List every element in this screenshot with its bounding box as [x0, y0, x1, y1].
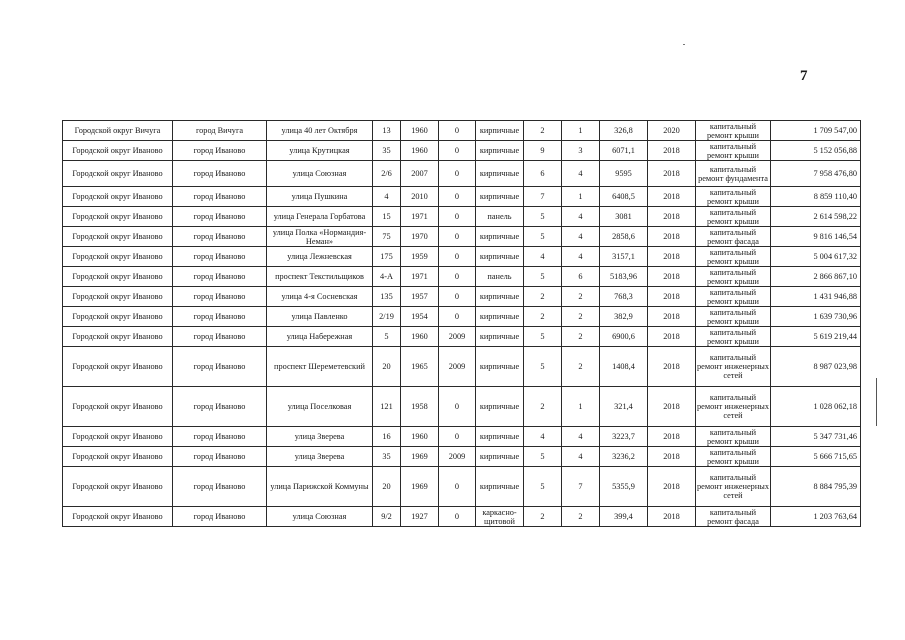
street-cell: улица 40 лет Октября: [267, 121, 373, 141]
wall-material-cell: кирпичные: [476, 447, 524, 467]
house-number-cell: 121: [373, 387, 401, 427]
floors-cell: 5: [524, 447, 562, 467]
house-number-cell: 16: [373, 427, 401, 447]
city-cell: город Иваново: [173, 327, 267, 347]
city-cell: город Иваново: [173, 347, 267, 387]
year-built-cell: 1969: [401, 447, 439, 467]
year-renovated-cell: 0: [439, 207, 476, 227]
area-cell: 1408,4: [600, 347, 648, 387]
district-cell: Городской округ Иваново: [63, 247, 173, 267]
house-number-cell: 13: [373, 121, 401, 141]
work-type-cell: капитальный ремонт фасада: [696, 507, 771, 527]
city-cell: город Иваново: [173, 307, 267, 327]
entrances-cell: 4: [562, 227, 600, 247]
area-cell: 9595: [600, 161, 648, 187]
plan-year-cell: 2018: [648, 227, 696, 247]
year-built-cell: 1971: [401, 207, 439, 227]
entrances-cell: 6: [562, 267, 600, 287]
floors-cell: 4: [524, 427, 562, 447]
wall-material-cell: кирпичные: [476, 187, 524, 207]
city-cell: город Иваново: [173, 287, 267, 307]
table-row: [63, 187, 861, 207]
year-built-cell: 1960: [401, 121, 439, 141]
year-built-cell: 1957: [401, 287, 439, 307]
plan-year-cell: 2018: [648, 387, 696, 427]
street-cell: улица Пушкина: [267, 187, 373, 207]
street-cell: улица Полка «Нормандия-Неман»: [267, 227, 373, 247]
entrances-cell: 2: [562, 287, 600, 307]
floors-cell: 2: [524, 387, 562, 427]
floors-cell: 5: [524, 207, 562, 227]
city-cell: город Иваново: [173, 187, 267, 207]
city-cell: город Иваново: [173, 427, 267, 447]
city-cell: город Вичуга: [173, 121, 267, 141]
area-cell: 6900,6: [600, 327, 648, 347]
cost-cell: 8 987 023,98: [771, 347, 861, 387]
plan-year-cell: 2018: [648, 347, 696, 387]
floors-cell: 9: [524, 141, 562, 161]
plan-year-cell: 2018: [648, 467, 696, 507]
entrances-cell: 4: [562, 207, 600, 227]
year-built-cell: 2007: [401, 161, 439, 187]
year-built-cell: 1970: [401, 227, 439, 247]
year-renovated-cell: 0: [439, 387, 476, 427]
entrances-cell: 2: [562, 327, 600, 347]
year-built-cell: 1959: [401, 247, 439, 267]
scan-artifact-line: [876, 378, 877, 426]
plan-year-cell: 2018: [648, 267, 696, 287]
entrances-cell: 2: [562, 507, 600, 527]
cost-cell: 1 639 730,96: [771, 307, 861, 327]
district-cell: Городской округ Иваново: [63, 507, 173, 527]
area-cell: 399,4: [600, 507, 648, 527]
year-renovated-cell: 0: [439, 427, 476, 447]
table-row: [63, 207, 861, 227]
plan-year-cell: 2018: [648, 207, 696, 227]
cost-cell: 9 816 146,54: [771, 227, 861, 247]
work-type-cell: капитальный ремонт крыши: [696, 427, 771, 447]
plan-year-cell: 2020: [648, 121, 696, 141]
city-cell: город Иваново: [173, 267, 267, 287]
table-row: [63, 427, 861, 447]
street-cell: улица 4-я Сосневская: [267, 287, 373, 307]
entrances-cell: 2: [562, 347, 600, 387]
year-built-cell: 1971: [401, 267, 439, 287]
street-cell: проспект Текстильщиков: [267, 267, 373, 287]
street-cell: улица Лежневская: [267, 247, 373, 267]
street-cell: улица Набережная: [267, 327, 373, 347]
area-cell: 5355,9: [600, 467, 648, 507]
table-row: [63, 141, 861, 161]
house-number-cell: 135: [373, 287, 401, 307]
year-built-cell: 1960: [401, 427, 439, 447]
work-type-cell: капитальный ремонт крыши: [696, 207, 771, 227]
wall-material-cell: кирпичные: [476, 327, 524, 347]
area-cell: 768,3: [600, 287, 648, 307]
year-renovated-cell: 0: [439, 267, 476, 287]
entrances-cell: 4: [562, 447, 600, 467]
year-renovated-cell: 0: [439, 121, 476, 141]
wall-material-cell: панель: [476, 267, 524, 287]
area-cell: 3236,2: [600, 447, 648, 467]
street-cell: улица Союзная: [267, 507, 373, 527]
cost-cell: 5 347 731,46: [771, 427, 861, 447]
plan-year-cell: 2018: [648, 507, 696, 527]
plan-year-cell: 2018: [648, 287, 696, 307]
district-cell: Городской округ Иваново: [63, 347, 173, 387]
work-type-cell: капитальный ремонт крыши: [696, 121, 771, 141]
year-built-cell: 1927: [401, 507, 439, 527]
district-cell: Городской округ Иваново: [63, 327, 173, 347]
cost-cell: 8 884 795,39: [771, 467, 861, 507]
work-type-cell: капитальный ремонт инженерных сетей: [696, 387, 771, 427]
house-number-cell: 35: [373, 141, 401, 161]
plan-year-cell: 2018: [648, 427, 696, 447]
table-row: [63, 327, 861, 347]
year-built-cell: 2010: [401, 187, 439, 207]
area-cell: 326,8: [600, 121, 648, 141]
district-cell: Городской округ Иваново: [63, 387, 173, 427]
area-cell: 3223,7: [600, 427, 648, 447]
work-type-cell: капитальный ремонт крыши: [696, 447, 771, 467]
page-number: 7: [800, 68, 808, 84]
district-cell: Городской округ Иваново: [63, 227, 173, 247]
wall-material-cell: кирпичные: [476, 467, 524, 507]
year-built-cell: 1958: [401, 387, 439, 427]
city-cell: город Иваново: [173, 207, 267, 227]
floors-cell: 2: [524, 121, 562, 141]
floors-cell: 4: [524, 247, 562, 267]
work-type-cell: капитальный ремонт крыши: [696, 141, 771, 161]
table-body: [63, 121, 861, 527]
entrances-cell: 1: [562, 187, 600, 207]
district-cell: Городской округ Иваново: [63, 207, 173, 227]
street-cell: улица Парижской Коммуны: [267, 467, 373, 507]
cost-cell: 5 666 715,65: [771, 447, 861, 467]
district-cell: Городской округ Иваново: [63, 267, 173, 287]
cost-cell: 1 709 547,00: [771, 121, 861, 141]
table-row: [63, 227, 861, 247]
cost-cell: 1 203 763,64: [771, 507, 861, 527]
table-row: [63, 467, 861, 507]
year-built-cell: 1969: [401, 467, 439, 507]
year-renovated-cell: 0: [439, 307, 476, 327]
street-cell: улица Союзная: [267, 161, 373, 187]
year-renovated-cell: 0: [439, 161, 476, 187]
wall-material-cell: кирпичные: [476, 287, 524, 307]
area-cell: 6408,5: [600, 187, 648, 207]
street-cell: улица Генерала Горбатова: [267, 207, 373, 227]
plan-year-cell: 2018: [648, 247, 696, 267]
year-renovated-cell: 0: [439, 507, 476, 527]
house-number-cell: 4: [373, 187, 401, 207]
district-cell: Городской округ Иваново: [63, 427, 173, 447]
cost-cell: 8 859 110,40: [771, 187, 861, 207]
plan-year-cell: 2018: [648, 327, 696, 347]
district-cell: Городской округ Иваново: [63, 141, 173, 161]
entrances-cell: 1: [562, 121, 600, 141]
plan-year-cell: 2018: [648, 141, 696, 161]
table-row: [63, 307, 861, 327]
floors-cell: 5: [524, 267, 562, 287]
wall-material-cell: кирпичные: [476, 161, 524, 187]
city-cell: город Иваново: [173, 447, 267, 467]
entrances-cell: 1: [562, 387, 600, 427]
area-cell: 5183,96: [600, 267, 648, 287]
floors-cell: 5: [524, 347, 562, 387]
year-renovated-cell: 2009: [439, 327, 476, 347]
entrances-cell: 4: [562, 247, 600, 267]
cost-cell: 1 431 946,88: [771, 287, 861, 307]
wall-material-cell: кирпичные: [476, 387, 524, 427]
table-row: [63, 161, 861, 187]
floors-cell: 5: [524, 467, 562, 507]
city-cell: город Иваново: [173, 387, 267, 427]
area-cell: 321,4: [600, 387, 648, 427]
street-cell: улица Зверева: [267, 447, 373, 467]
year-built-cell: 1965: [401, 347, 439, 387]
floors-cell: 2: [524, 507, 562, 527]
work-type-cell: капитальный ремонт фундамента: [696, 161, 771, 187]
year-renovated-cell: 0: [439, 467, 476, 507]
table-row: [63, 387, 861, 427]
street-cell: улица Поселковая: [267, 387, 373, 427]
entrances-cell: 4: [562, 427, 600, 447]
cost-cell: 1 028 062,18: [771, 387, 861, 427]
wall-material-cell: панель: [476, 207, 524, 227]
district-cell: Городской округ Иваново: [63, 161, 173, 187]
year-built-cell: 1954: [401, 307, 439, 327]
work-type-cell: капитальный ремонт крыши: [696, 287, 771, 307]
cost-cell: 2 866 867,10: [771, 267, 861, 287]
city-cell: город Иваново: [173, 467, 267, 507]
wall-material-cell: кирпичные: [476, 307, 524, 327]
district-cell: Городской округ Иваново: [63, 287, 173, 307]
house-number-cell: 20: [373, 347, 401, 387]
year-renovated-cell: 0: [439, 227, 476, 247]
work-type-cell: капитальный ремонт фасада: [696, 227, 771, 247]
floors-cell: 7: [524, 187, 562, 207]
floors-cell: 5: [524, 227, 562, 247]
work-type-cell: капитальный ремонт инженерных сетей: [696, 347, 771, 387]
table-row: [63, 121, 861, 141]
city-cell: город Иваново: [173, 247, 267, 267]
district-cell: Городской округ Иваново: [63, 467, 173, 507]
house-number-cell: 2/19: [373, 307, 401, 327]
wall-material-cell: кирпичные: [476, 141, 524, 161]
year-built-cell: 1960: [401, 327, 439, 347]
city-cell: город Иваново: [173, 507, 267, 527]
work-type-cell: капитальный ремонт крыши: [696, 247, 771, 267]
house-number-cell: 9/2: [373, 507, 401, 527]
cost-cell: 5 004 617,32: [771, 247, 861, 267]
house-number-cell: 5: [373, 327, 401, 347]
year-renovated-cell: 0: [439, 247, 476, 267]
house-number-cell: 35: [373, 447, 401, 467]
year-built-cell: 1960: [401, 141, 439, 161]
table-row: [63, 267, 861, 287]
year-renovated-cell: 0: [439, 187, 476, 207]
work-type-cell: капитальный ремонт крыши: [696, 307, 771, 327]
scan-artifact-dot: [683, 44, 685, 45]
city-cell: город Иваново: [173, 227, 267, 247]
work-type-cell: капитальный ремонт инженерных сетей: [696, 467, 771, 507]
house-number-cell: 2/6: [373, 161, 401, 187]
street-cell: улица Зверева: [267, 427, 373, 447]
plan-year-cell: 2018: [648, 447, 696, 467]
work-type-cell: капитальный ремонт крыши: [696, 327, 771, 347]
house-number-cell: 175: [373, 247, 401, 267]
entrances-cell: 2: [562, 307, 600, 327]
wall-material-cell: кирпичные: [476, 121, 524, 141]
house-number-cell: 15: [373, 207, 401, 227]
floors-cell: 6: [524, 161, 562, 187]
floors-cell: 2: [524, 287, 562, 307]
wall-material-cell: кирпичные: [476, 427, 524, 447]
cost-cell: 5 619 219,44: [771, 327, 861, 347]
year-renovated-cell: 0: [439, 287, 476, 307]
plan-year-cell: 2018: [648, 187, 696, 207]
district-cell: Городской округ Вичуга: [63, 121, 173, 141]
entrances-cell: 3: [562, 141, 600, 161]
entrances-cell: 7: [562, 467, 600, 507]
area-cell: 382,9: [600, 307, 648, 327]
house-number-cell: 20: [373, 467, 401, 507]
floors-cell: 5: [524, 327, 562, 347]
table-row: [63, 347, 861, 387]
cost-cell: 7 958 476,80: [771, 161, 861, 187]
street-cell: улица Крутицкая: [267, 141, 373, 161]
entrances-cell: 4: [562, 161, 600, 187]
street-cell: проспект Шереметевский: [267, 347, 373, 387]
floors-cell: 2: [524, 307, 562, 327]
year-renovated-cell: 0: [439, 141, 476, 161]
cost-cell: 5 152 056,88: [771, 141, 861, 161]
district-cell: Городской округ Иваново: [63, 447, 173, 467]
city-cell: город Иваново: [173, 141, 267, 161]
street-cell: улица Павленко: [267, 307, 373, 327]
wall-material-cell: кирпичные: [476, 227, 524, 247]
table-row: [63, 447, 861, 467]
area-cell: 6071,1: [600, 141, 648, 161]
table-row: [63, 247, 861, 267]
district-cell: Городской округ Иваново: [63, 187, 173, 207]
housing-repair-table: [62, 120, 861, 527]
wall-material-cell: кирпичные: [476, 247, 524, 267]
table-row: [63, 287, 861, 307]
plan-year-cell: 2018: [648, 307, 696, 327]
cost-cell: 2 614 598,22: [771, 207, 861, 227]
area-cell: 3157,1: [600, 247, 648, 267]
plan-year-cell: 2018: [648, 161, 696, 187]
work-type-cell: капитальный ремонт крыши: [696, 187, 771, 207]
year-renovated-cell: 2009: [439, 347, 476, 387]
city-cell: город Иваново: [173, 161, 267, 187]
house-number-cell: 4-А: [373, 267, 401, 287]
wall-material-cell: кирпичные: [476, 347, 524, 387]
area-cell: 3081: [600, 207, 648, 227]
work-type-cell: капитальный ремонт крыши: [696, 267, 771, 287]
table-row: [63, 507, 861, 527]
area-cell: 2858,6: [600, 227, 648, 247]
year-renovated-cell: 2009: [439, 447, 476, 467]
district-cell: Городской округ Иваново: [63, 307, 173, 327]
wall-material-cell: каркасно-щитовой: [476, 507, 524, 527]
house-number-cell: 75: [373, 227, 401, 247]
